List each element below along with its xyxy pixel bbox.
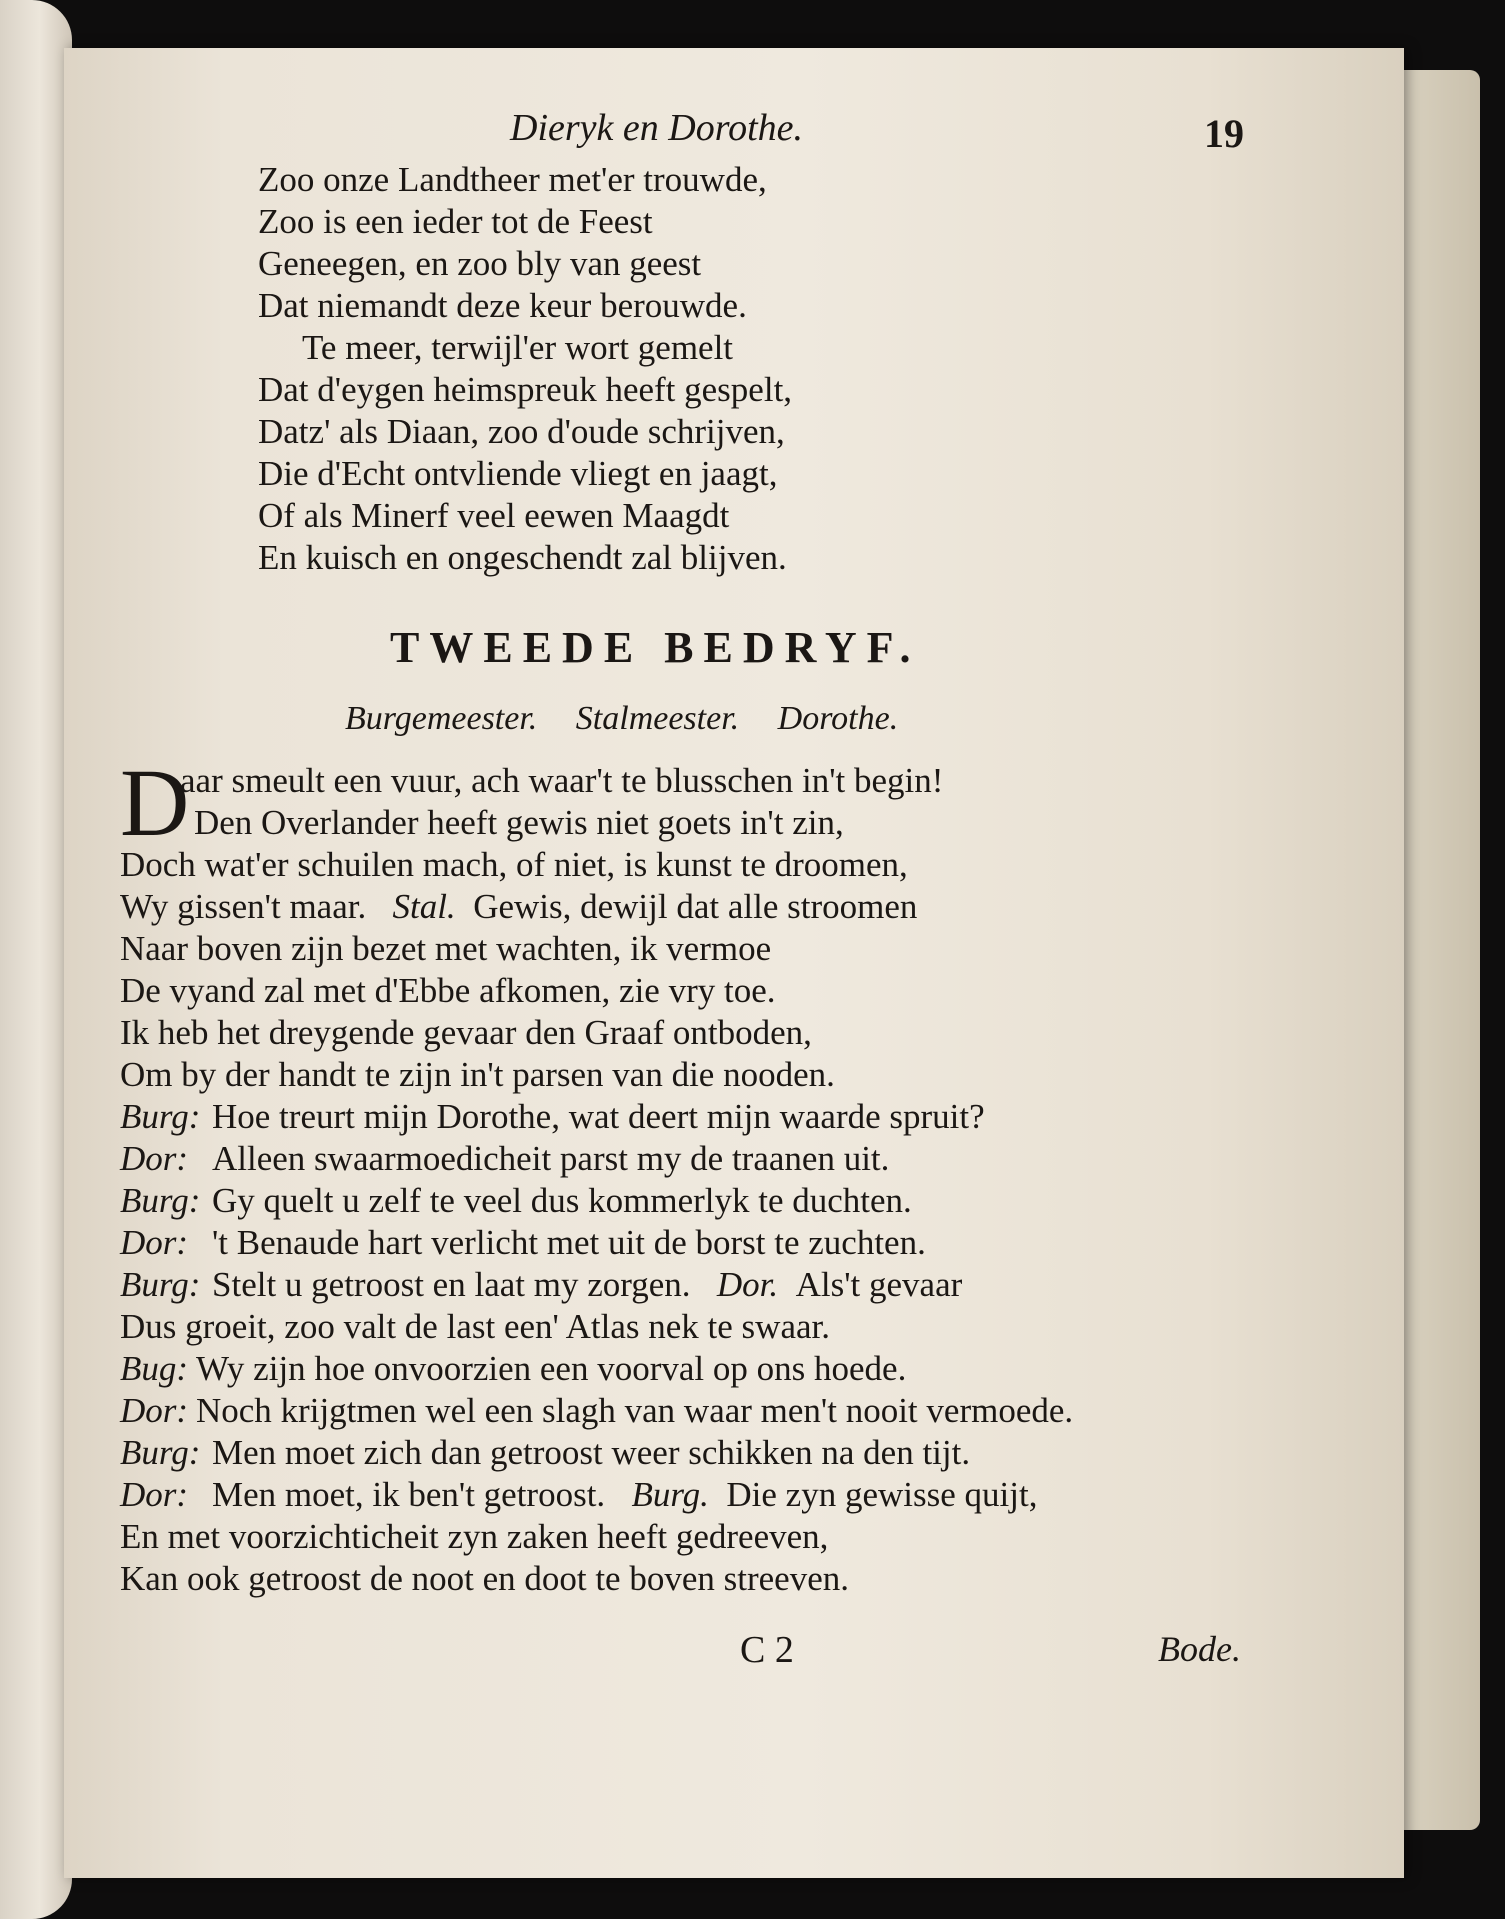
dialogue-line [120,1138,889,1180]
line-text: Stelt u getroost en laat my zorgen. [212,1265,691,1304]
line-text: 't Benaude hart verlicht met uit de borst te zuchten. [212,1223,926,1262]
line-text: Gewis, dewijl dat alle stroomen [473,887,918,926]
verse-line: Of als Minerf veel eewen Maagdt [258,496,730,535]
character-list: Burgemeester. Stalmeester. Dorothe. [345,700,899,737]
running-title: Dieryk en Dorothe. [510,107,803,149]
speaker-label: Burg: [120,1181,201,1220]
facing-page-edge [0,0,72,1919]
line-text: Die zyn gewisse quijt, [726,1475,1038,1514]
dialogue-line: Doch wat'er schuilen mach, of niet, is kunst te droomen, [120,845,908,884]
dialogue-line: Dus groeit, zoo valt de last een' Atlas nek te swaar. [120,1307,830,1346]
dialogue-line: aar smeult een vuur, ach waar't te blusschen in't begin! [180,761,944,800]
dialogue-line: Naar boven zijn bezet met wachten, ik vermoe [120,929,772,968]
dialogue-line: Ik heb het dreygende gevaar den Graaf ontboden, [120,1013,812,1052]
dialogue-line: En met voorzichticheit zyn zaken heeft gedreeven, [120,1517,829,1556]
dialogue-line [120,1390,1073,1432]
speaker-label: Burg: [120,1265,201,1304]
speaker-label: Burg. [631,1475,709,1514]
dialogue-line [120,1096,985,1138]
verse-line: Zoo onze Landtheer met'er trouwde, [258,160,767,199]
dialogue-line [120,1474,1037,1516]
verse-line: Die d'Echt ontvliende vliegt en jaagt, [258,454,778,493]
line-text: Men moet, ik ben't getroost. [212,1475,606,1514]
verse-line: Dat niemandt deze keur berouwde. [258,286,747,325]
speaker-label: Burg: [120,1097,201,1136]
dialogue-line: Kan ook getroost de noot en doot te boven streeven. [120,1559,849,1598]
speaker-label: Dor: [120,1391,189,1430]
dialogue-line [120,1348,906,1390]
line-text: Als't gevaar [795,1265,963,1304]
speaker-label: Dor: [120,1223,189,1262]
line-text: Gy quelt u zelf te veel dus kommerlyk te duchten. [212,1181,912,1220]
speaker-label: Burg: [120,1433,201,1472]
signature-mark: C 2 [740,1629,794,1671]
speaker-label: Dor. [716,1265,779,1304]
speaker-label: Dor: [120,1139,189,1178]
speaker-label: Stal. [392,887,456,926]
verse-line: Zoo is een ieder tot de Feest [258,202,653,241]
verse-line: Geneegen, en zoo bly van geest [258,244,702,283]
act-heading: TWEEDE BEDRYF. [390,623,921,672]
speaker-label: Dor: [120,1475,189,1514]
verse-line: Te meer, terwijl'er wort gemelt [302,328,734,367]
dialogue-line [120,886,917,928]
dialogue-line: Om by der handt te zijn in't parsen van die nooden. [120,1055,835,1094]
dialogue-line [120,1264,962,1306]
line-text: Alleen swaarmoedicheit parst my de traanen uit. [212,1139,890,1178]
verse-line: En kuisch en ongeschendt zal blijven. [258,538,787,577]
dialogue-line [120,1222,926,1264]
speaker-label: Bug: [120,1349,189,1388]
dialogue-line [120,1432,970,1474]
line-text: Men moet zich dan getroost weer schikken na den tijt. [212,1433,971,1472]
catchword: Bode. [1158,1629,1241,1669]
line-text: Noch krijgtmen wel een slagh van waar men't nooit vermoede. [196,1391,1074,1430]
verse-line: Datz' als Diaan, zoo d'oude schrijven, [258,412,785,451]
dialogue-line [120,1180,912,1222]
dialogue-line: De vyand zal met d'Ebbe afkomen, zie vry toe. [120,971,776,1010]
line-text: Wy gissen't maar. [120,887,367,926]
line-text: Hoe treurt mijn Dorothe, wat deert mijn waarde spruit? [212,1097,985,1136]
verse-line: Dat d'eygen heimspreuk heeft gespelt, [258,370,793,409]
dialogue-line: Den Overlander heeft gewis niet goets in't zin, [194,803,844,842]
drop-cap: D [120,749,190,856]
line-text: Wy zijn hoe onvoorzien een voorval op ons hoede. [196,1349,907,1388]
page-number: 19 [1204,111,1244,156]
